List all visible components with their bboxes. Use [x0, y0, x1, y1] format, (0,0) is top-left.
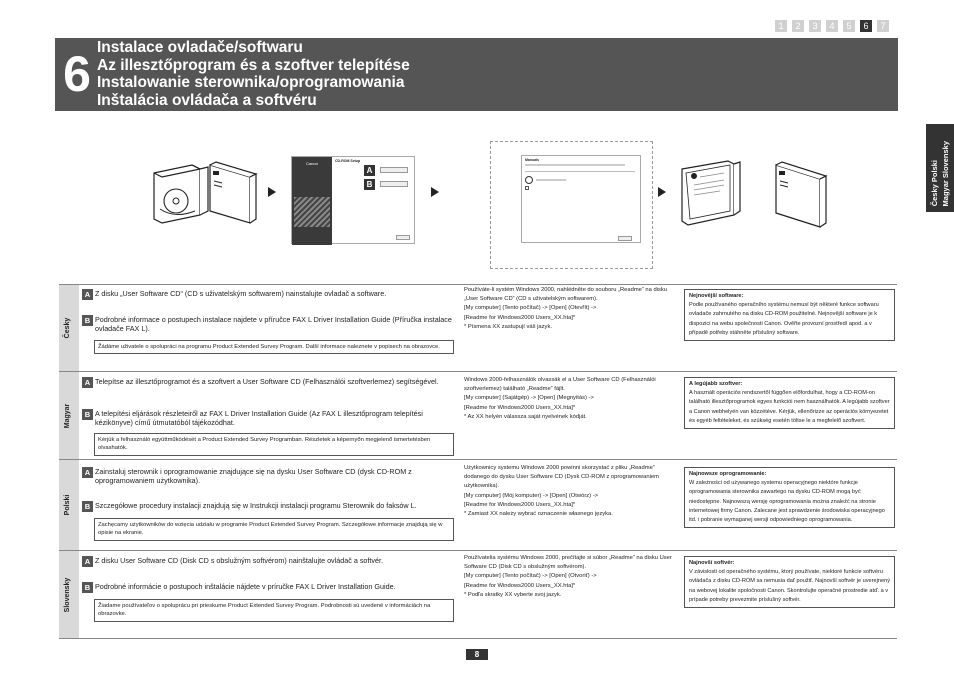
- step-a-badge: A: [82, 289, 93, 300]
- page-link-6-current[interactable]: 6: [860, 20, 872, 32]
- language-label-czech: Česky: [59, 285, 79, 371]
- step-a-polish: A Zainstaluj sterownik i oprogramowanie znajdujące się na dysku User Software CD (dysk CD-ROM z oprogramowaniem użytkownika).: [82, 467, 452, 486]
- step-b-badge: B: [82, 501, 93, 512]
- windows2000-note-hungarian: Windows 2000-felhasználók olvassák el a User Software CD (Felhasználói szoftverlemez) található „Readme” fájlt. [My computer] (Sajátgép) -> [Open] (Megnyitás) -> [Readme for Windows2000 Users_XX.hta]* * Az XX helyén válassza saját nyelvének kódját.: [464, 377, 656, 420]
- survey-note-polish: Zachęcamy użytkowników do wzięcia udziału w programie Product Extended Survey Program. Szczegółowe informacje znajdują się w opisie na ekranie.: [94, 518, 454, 541]
- survey-note-hungarian: Kérjük a felhasználó együttműködését a Product Extended Survey Programban. Részletek a képernyőn megjelenő ismertetésben olvashatók.: [94, 433, 454, 456]
- language-label-hungarian: Magyar: [59, 372, 79, 459]
- arrow-right-icon: [268, 187, 276, 197]
- page-link-4[interactable]: 4: [826, 20, 838, 32]
- manuals-screen: [521, 155, 641, 243]
- language-side-tab: [926, 124, 954, 212]
- step-a-slovak: A Z disku User Software CD (Disk CD s obslužným softvérom) nainštalujte ovládač a softvér.: [82, 556, 452, 565]
- step-number: 6: [63, 46, 91, 102]
- step-b-badge: B: [82, 582, 93, 593]
- step-b-badge: B: [82, 409, 93, 420]
- survey-note-czech: Žádáme uživatele o spolupráci na programu Product Extended Survey Program. Další informace naleznete v popisech na obrazovce.: [94, 340, 454, 354]
- step-b-polish: B Szczegółowe procedury instalacji znajdują się w Instrukcji instalacji programu Sterownik do faksów L.: [82, 501, 452, 510]
- latest-software-box-hungarian: A legújabb szoftver: A használt operációs rendszertől függően előfordulhat, hogy a CD-ROM-on található illesztőprogramok egyes funkciói nem használhatók. A legújabb szoftver a Canon webhelyén van közzétéve. Kérjük, ellenőrizze az operációs környezetet és egyéb feltételeket, és szükség esetén töltse le a megfelelő szoftvert.: [684, 377, 895, 429]
- step-b-czech: B Podrobné informace o postupech instalace najdete v příručce FAX L Driver Installation Guide (Příručka instalace ovladače FAX L).: [82, 315, 452, 334]
- screen-title: CD-ROM Setup: [335, 159, 361, 163]
- computer-with-cd-icon: [150, 157, 260, 227]
- title-hungarian: Az illesztőprogram és a szoftver telepítése: [97, 56, 410, 74]
- survey-note-slovak: Žiadame používateľov o spoluprácu pri prieskume Product Extended Survey Program. Podrobnosti sú uvedené v informáciách na obrazovke.: [94, 599, 454, 622]
- cd-rom-setup-screen: [291, 156, 415, 244]
- step-a-badge: A: [82, 377, 93, 388]
- windows2000-note-polish: Użytkownicy systemu Windows 2000 powinni skorzystać z pliku „Readme” dodanego do dysku User Software CD (Dysk CD-ROM z oprogramowaniem użytkownika). [My computer] (Mój komputer) -> [Open] (Otwórz) -> [Readme for Windows2000 Users_XX.hta]* * Zamiast XX należy wybrać oznaczenie własnego języka.: [464, 465, 659, 518]
- bottom-divider: [59, 638, 897, 639]
- step-titles: [97, 39, 410, 109]
- step-a-hungarian: A Telepítse az illesztőprogramot és a szoftvert a User Software CD (Felhasználói szoftverlemez) segítségével.: [82, 377, 452, 386]
- arrow-right-icon: [431, 187, 439, 197]
- language-label-slovak: Slovensky: [59, 551, 79, 638]
- page-number: 8: [466, 649, 488, 660]
- computer-with-document-icon: [680, 157, 830, 232]
- installation-illustration: [55, 122, 898, 272]
- step-a-badge: A: [82, 467, 93, 478]
- arrow-right-icon: [658, 187, 666, 197]
- language-label-polish: Polski: [59, 460, 79, 550]
- step-b-badge: B: [82, 315, 93, 326]
- windows2000-note-czech: Používáte-li systém Windows 2000, nahlédněte do souboru „Readme“ na disku „User Software CD“ (CD s uživatelským softwarem). [My computer] (Tento počítač) -> [Open] (Otevřít) -> [Readme for Windows2000 Users_XX.hta]* * Písmena XX zastupují váš jazyk.: [464, 287, 668, 330]
- step-b-slovak: B Podrobné informácie o postupoch inštalácie nájdete v príručke FAX L Driver Installation Guide.: [82, 582, 452, 591]
- page-link-3[interactable]: 3: [809, 20, 821, 32]
- step-a-czech: A Z disku „User Software CD“ (CD s uživatelským softwarem) nainstalujte ovladač a software.: [82, 289, 452, 298]
- manuals-screen-title: Manuals: [525, 158, 540, 162]
- section-polish: [59, 459, 897, 550]
- section-slovak: [59, 550, 897, 638]
- screen-brand: Canon: [306, 161, 318, 166]
- section-hungarian: [59, 371, 897, 459]
- page-link-5[interactable]: 5: [843, 20, 855, 32]
- page-link-2[interactable]: 2: [792, 20, 804, 32]
- windows2000-note-slovak: Používatelia systému Windows 2000, prečítajte si súbor „Readme“ na disku User Software CD (Disk CD s obslužným softvérom). [My computer] (Tento počítač) -> [Open] (Otvoriť) -> [Readme for Windows2000 Users_XX.hta]* * Podľa skratky XX vyberte svoj jazyk.: [464, 555, 672, 598]
- step-a-marker: A: [364, 165, 375, 176]
- latest-software-box-polish: Najnowsze oprogramowanie: W zależności od używanego systemu operacyjnego niektóre funkcje oprogramowania sterownika zawartego na dysku CD-ROM mogą być niedostępne. Najnowszą wersję oprogramowania można znaleźć na stronie internetowej firmy Canon. Zalecane jest sprawdzenie środowiska operacyjnego itd. i pobranie wymaganej wersji odpowiedniego oprogramowania.: [684, 467, 895, 528]
- page-navigation: [775, 20, 889, 32]
- latest-software-box-slovak: Najnovší softvér: V závislosti od operačného systému, ktorý používate, niektoré funkcie softvéru ovládača z disku CD-ROM sa nemusia dať použiť. Najnovší softvér je uverejnený na webovej lokalite spoločnosti Canon. Skontrolujte operačné prostredie atď. a v prípade potreby prevezmite príslušný softvér.: [684, 556, 895, 608]
- step-b-marker: B: [364, 179, 375, 190]
- page-link-7[interactable]: 7: [877, 20, 889, 32]
- latest-software-box-czech: Nejnovější software: Podle používaného operačního systému nemusí být některé funkce softwaru ovladače zahrnutého na disku CD-ROM použitelné. Nejnovější software je k dispozici na webu společnosti Canon. Ověřte provozní prostředí apod. a v případě potřeby stáhněte příslušný software.: [684, 289, 895, 341]
- side-tab-column-1: Česky Polski: [930, 159, 939, 206]
- step-a-badge: A: [82, 556, 93, 567]
- section-czech: [59, 284, 897, 371]
- title-slovak: Inštalácia ovládača a softvéru: [97, 91, 317, 109]
- page-link-1[interactable]: 1: [775, 20, 787, 32]
- title-czech: Instalace ovladače/softwaru: [97, 39, 303, 56]
- title-polish: Instalowanie sterownika/oprogramowania: [97, 74, 405, 92]
- step-b-hungarian: B A telepítési eljárások részleteiről az FAX L Driver Installation Guide (Az FAX L illesztőprogram telepítési kézikönyve) című útmutatóból tájékozódhat.: [82, 409, 452, 428]
- side-tab-column-2: Magyar Slovensky: [941, 140, 950, 206]
- step-header: [55, 38, 898, 111]
